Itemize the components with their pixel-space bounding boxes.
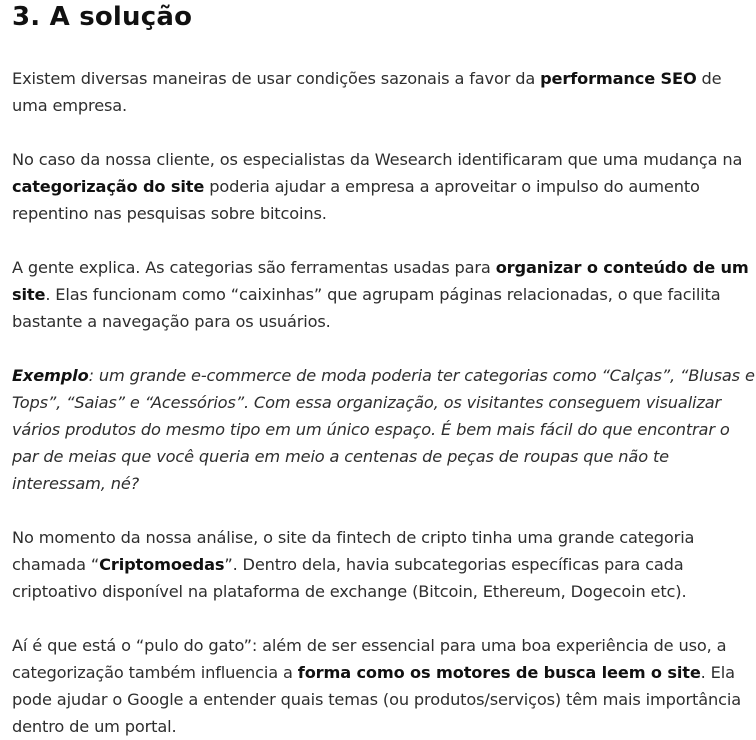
paragraph-example-text: : um grande e-commerce de moda poderia ter categorias como “Calças”, “Blusas e Tops”, “Saias” e “Acessórios”. Com essa organização, os visitantes conseguem visualizar vários produtos do mesmo tipo em um único espaço. É bem mais fácil do que encontrar o par de meias que você queria em meio a centenas de peças de roupas que não te interessam, né? [12, 366, 755, 493]
paragraph-client-case-text-end: poderia ajudar a empresa a aproveitar o impulso do aumento repentino nas pesquisas sobre bitcoins. [12, 177, 700, 223]
paragraph-analysis-text-start: No momento da nossa análise, o site da fintech de cripto tinha uma grande categoria chamada “ [12, 528, 695, 574]
paragraph-intro-highlight: performance SEO [540, 69, 697, 88]
section-heading: 3. A solução [12, 2, 193, 32]
paragraph-categories-explained [12, 254, 756, 335]
paragraph-intro [12, 65, 756, 119]
paragraph-client-case-highlight: categorização do site [12, 177, 205, 196]
article-body [12, 0, 756, 740]
paragraph-categories-text-end: . Elas funcionam como “caixinhas” que agrupam páginas relacionadas, o que facilita bastante a navegação para os usuários. [12, 285, 721, 331]
paragraph-example-label: Exemplo [12, 366, 89, 385]
paragraph-example [12, 362, 756, 497]
paragraph-key-insight-text-end: . Ela pode ajudar o Google a entender quais temas (ou produtos/serviços) têm mais importância dentro de um portal. [12, 663, 741, 736]
paragraph-key-insight [12, 632, 756, 740]
paragraph-categories-text-start: A gente explica. As categorias são ferramentas usadas para [12, 258, 496, 277]
paragraph-analysis-highlight: Criptomoedas [99, 555, 225, 574]
paragraph-key-insight-highlight: forma como os motores de busca leem o site [297, 663, 701, 682]
paragraph-intro-text-start: Existem diversas maneiras de usar condições sazonais a favor da [12, 69, 541, 88]
paragraph-analysis-text-end: ”. Dentro dela, havia subcategorias específicas para cada criptoativo disponível na plataforma de exchange (Bitcoin, Ethereum, Dogecoin etc). [12, 555, 687, 601]
paragraph-client-case-text-start: No caso da nossa cliente, os especialistas da Wesearch identificaram que uma mudança na [12, 150, 743, 169]
paragraph-analysis [12, 524, 756, 605]
paragraph-categories-highlight: organizar o conteúdo de um site [12, 258, 749, 304]
paragraph-intro-text-end: de uma empresa. [12, 69, 722, 115]
paragraph-key-insight-text-start: Aí é que está o “pulo do gato”: além de ser essencial para uma boa experiência de uso, a categorização também influencia a [12, 636, 727, 682]
paragraph-client-case [12, 146, 756, 227]
